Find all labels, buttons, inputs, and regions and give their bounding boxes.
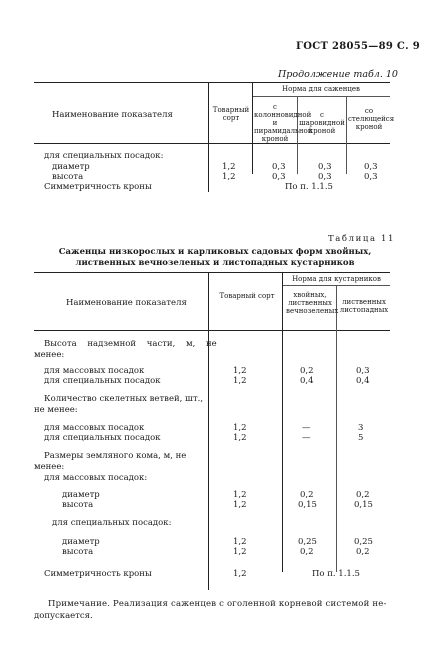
t2-span-cell: По п. 1.1.5 (312, 569, 360, 579)
t2-cell: 1,2 (233, 547, 247, 557)
t1-cell: 0,3 (318, 172, 332, 182)
t2-cell: 1,2 (233, 537, 247, 547)
t2-cell: 0,3 (356, 366, 370, 376)
col-header-columnar-crown: с колонновидной и пирамидальной кроной (254, 103, 313, 143)
table-11-caption-line1: Саженцы низкорослых и карликовых садовых форм хвойных, (58, 247, 372, 257)
t1-cell: 1,2 (222, 162, 236, 172)
t2-cell: 1,2 (233, 500, 247, 510)
t2-row-label: менее: (34, 462, 65, 472)
page-header: ГОСТ 28055—89 С. 9 (296, 41, 420, 52)
t2-col-header-deciduous: лиственных листопадных (339, 298, 389, 314)
t2-col-header-conifer-evergreen: хвойных, лиственных вечнозеленых (286, 291, 339, 315)
note-line-2: допускается. (34, 611, 93, 621)
table-11-label: Таблица 11 (328, 234, 395, 244)
t2-row-label: высота (62, 547, 94, 557)
t2-cell: 1,2 (233, 433, 247, 443)
t1-cell: 0,3 (272, 162, 286, 172)
t2-cell: 1,2 (233, 490, 247, 500)
t1-cell: 1,2 (222, 172, 236, 182)
t1-row-label: высота (52, 172, 84, 182)
t2-row-label: для специальных посадок (44, 376, 161, 386)
t2-col-header-commodity-grade: Товарный сорт (219, 292, 275, 300)
t2-cell: — (302, 433, 311, 443)
t2-cell: 0,4 (300, 376, 314, 386)
t1-row-label: Симметричность кроны (44, 182, 152, 192)
table-11-caption-line2: лиственных вечнозеленых и листопадных кустарников (75, 258, 355, 268)
t1-cell: 0,3 (318, 162, 332, 172)
t2-row-label: для массовых посадок (44, 423, 145, 433)
t2-row-label: высота (62, 500, 94, 510)
t2-row-label: для массовых посадок: (44, 473, 148, 483)
t2-col-header-norm-shrubs: Норма для кустарников (292, 275, 381, 283)
t2-cell: 3 (358, 423, 364, 433)
t2-row-label: для массовых посадок (44, 366, 145, 376)
t2-row-label: диаметр (62, 537, 100, 547)
t2-cell: 1,2 (233, 376, 247, 386)
t2-cell: 5 (358, 433, 364, 443)
t2-cell: 1,2 (233, 366, 247, 376)
t2-cell: 0,2 (356, 490, 370, 500)
t1-cell: 0,3 (364, 172, 378, 182)
t1-span-cell: По п. 1.1.5 (285, 182, 333, 192)
t2-cell: 0,25 (354, 537, 373, 547)
t2-row-label: Количество скелетных ветвей, шт., (44, 394, 204, 404)
table-continuation-label: Продолжение табл. 10 (278, 69, 398, 80)
col-header-spreading-crown: со стелющейся кроной (348, 107, 395, 131)
t2-cell: 0,15 (298, 500, 317, 510)
t1-row-label: диаметр (52, 162, 90, 172)
t1-cell: 0,3 (272, 172, 286, 182)
t1-row-label: для специальных посадок: (44, 151, 164, 161)
t2-cell: 0,2 (300, 547, 314, 557)
t2-cell: 0,2 (300, 366, 314, 376)
t2-row-label: диаметр (62, 490, 100, 500)
col-header-commodity-grade: Товарный сорт (212, 106, 250, 122)
t2-cell: 0,25 (298, 537, 317, 547)
note-line-1: Примечание. Реализация саженцев с оголенной корневой системой не- (48, 599, 387, 609)
col-header-indicator: Наименование показателя (52, 110, 173, 120)
t2-cell: 0,4 (356, 376, 370, 386)
t2-row-label: Размеры земляного кома, м, не (44, 451, 187, 461)
t2-row-label: менее: (34, 350, 65, 360)
t2-cell: 1,2 (233, 423, 247, 433)
t2-row-label: для специальных посадок (44, 433, 161, 443)
t2-row-label: Высота надземной части, м, не (44, 339, 217, 349)
t2-cell: — (302, 423, 311, 433)
col-header-norm-seedlings: Норма для саженцев (282, 85, 360, 93)
t1-cell: 0,3 (364, 162, 378, 172)
t2-cell: 1,2 (233, 569, 247, 579)
t2-row-label: для специальных посадок: (52, 518, 172, 528)
t2-row-label: не менее: (34, 405, 78, 415)
t2-cell: 0,2 (300, 490, 314, 500)
t2-col-header-indicator: Наименование показателя (66, 298, 187, 308)
t2-cell: 0,2 (356, 547, 370, 557)
col-header-spherical-crown: с шаровидной кроной (299, 111, 345, 135)
t2-cell: 0,15 (354, 500, 373, 510)
t2-row-label: Симметричность кроны (44, 569, 152, 579)
